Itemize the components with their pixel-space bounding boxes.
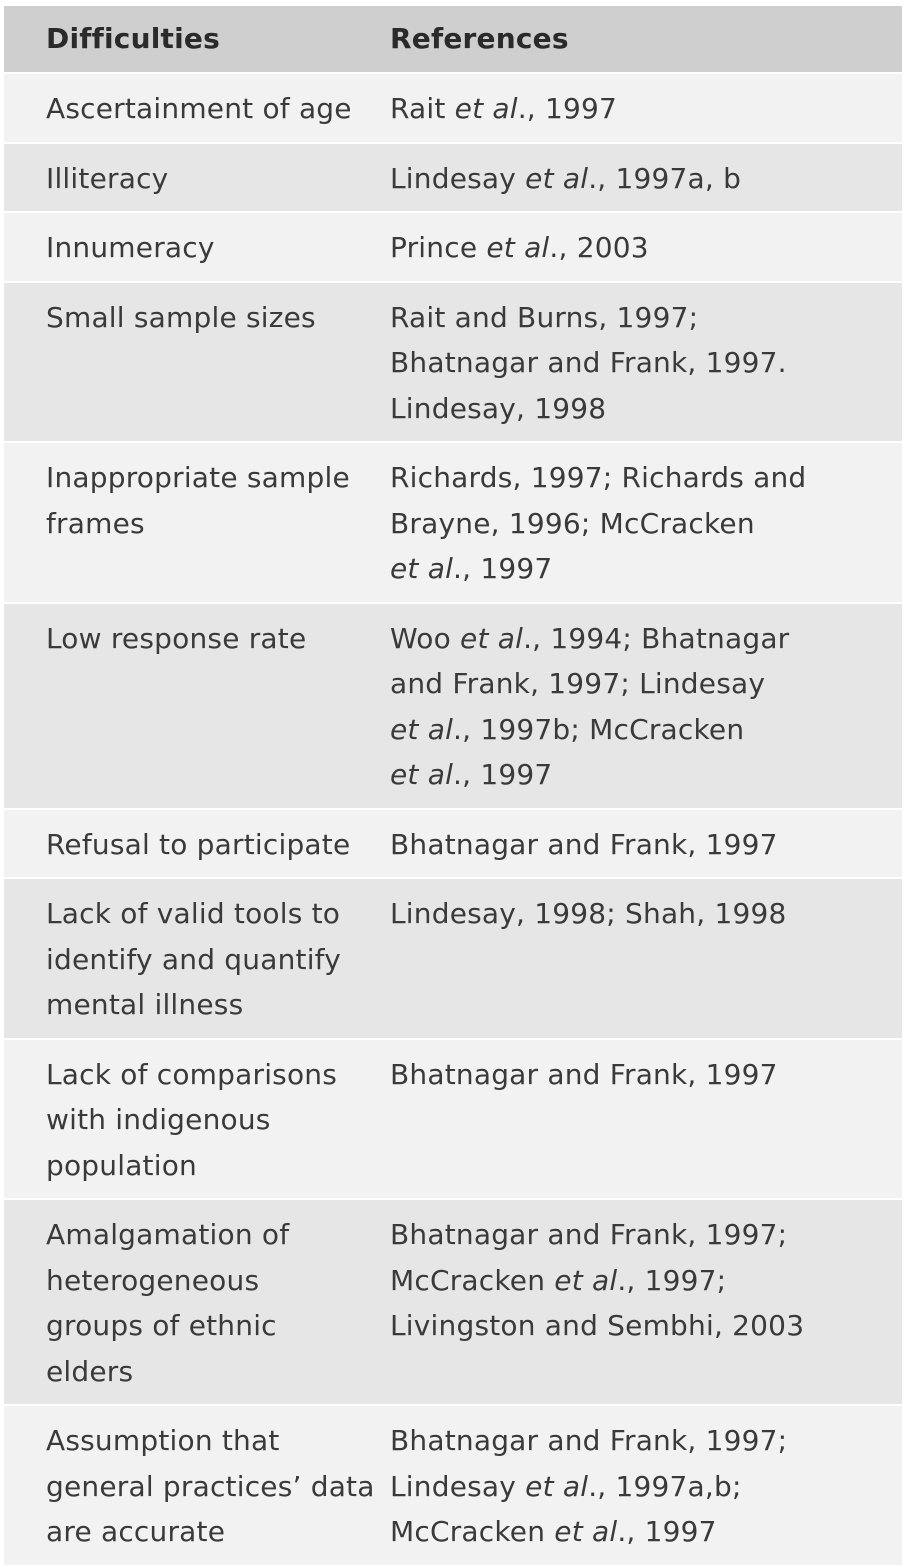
reference-line bbox=[390, 822, 894, 868]
reference-cell bbox=[388, 1200, 902, 1404]
reference-line bbox=[390, 340, 894, 386]
reference-line bbox=[390, 1212, 894, 1258]
reference-italic-segment: et al bbox=[554, 1263, 618, 1297]
reference-line bbox=[390, 1464, 894, 1510]
difficulty-line: are accurate bbox=[46, 1515, 226, 1548]
header-difficulties: Difficulties bbox=[46, 22, 220, 55]
reference-italic-segment: et al bbox=[460, 621, 524, 655]
reference-segment: ., 1997 bbox=[453, 552, 553, 585]
reference-line bbox=[390, 546, 894, 592]
reference-segment: Woo bbox=[390, 621, 461, 655]
difficulty-line: Amalgamation of bbox=[46, 1218, 290, 1251]
reference-line bbox=[390, 455, 894, 501]
reference-segment: and Frank, 1997; Lindesay bbox=[390, 667, 766, 700]
reference-cell bbox=[388, 74, 902, 142]
difficulty-cell bbox=[4, 283, 388, 442]
difficulty-cell bbox=[4, 604, 388, 808]
table-row bbox=[4, 283, 902, 444]
difficulty-line: Inappropriate sample bbox=[46, 461, 350, 494]
difficulty-cell bbox=[4, 1406, 388, 1565]
table-row bbox=[4, 1406, 902, 1567]
reference-line bbox=[390, 86, 894, 132]
difficulty-cell bbox=[4, 810, 388, 878]
reference-cell bbox=[388, 443, 902, 602]
reference-line bbox=[390, 501, 894, 547]
difficulty-line: Ascertainment of age bbox=[46, 92, 352, 125]
reference-segment: Livingston and Sembhi, 2003 bbox=[390, 1309, 805, 1342]
difficulty-line: Lack of comparisons bbox=[46, 1057, 338, 1091]
difficulty-cell bbox=[4, 443, 388, 602]
reference-cell bbox=[388, 1040, 902, 1199]
reference-segment: Bhatnagar and Frank, 1997. bbox=[390, 346, 787, 379]
reference-cell bbox=[388, 879, 902, 1038]
reference-segment: Lindesay, 1998 bbox=[390, 391, 607, 425]
reference-line bbox=[390, 752, 894, 798]
reference-line bbox=[390, 1258, 894, 1304]
reference-line bbox=[390, 891, 894, 937]
difficulty-cell bbox=[4, 144, 388, 212]
reference-segment: ., 2003 bbox=[549, 231, 649, 264]
difficulty-line: elders bbox=[46, 1354, 134, 1388]
reference-line bbox=[390, 295, 894, 341]
reference-italic-segment: et al bbox=[390, 758, 454, 791]
difficulty-line: Low response rate bbox=[46, 621, 307, 655]
difficulty-cell bbox=[4, 879, 388, 1038]
difficulty-cell bbox=[4, 74, 388, 142]
reference-cell bbox=[388, 144, 902, 212]
reference-cell bbox=[388, 810, 902, 878]
reference-segment: Rait and Burns, 1997; bbox=[390, 300, 699, 334]
reference-line bbox=[390, 707, 894, 753]
difficulty-line: population bbox=[46, 1148, 197, 1182]
difficulty-line: heterogeneous bbox=[46, 1263, 260, 1297]
reference-segment: Bhatnagar and Frank, 1997 bbox=[390, 1057, 778, 1091]
difficulty-cell bbox=[4, 1200, 388, 1404]
table-row bbox=[4, 1200, 902, 1406]
header-references: References bbox=[390, 22, 569, 55]
difficulty-line: Small sample sizes bbox=[46, 300, 316, 334]
table-row bbox=[4, 213, 902, 283]
reference-line bbox=[390, 1052, 894, 1098]
reference-line bbox=[390, 1509, 894, 1555]
reference-segment: ., 1994; Bhatnagar bbox=[523, 621, 790, 655]
table-row bbox=[4, 144, 902, 214]
reference-line bbox=[390, 156, 894, 202]
difficulty-line: groups of ethnic bbox=[46, 1309, 277, 1342]
reference-italic-segment: et al bbox=[525, 1469, 589, 1503]
reference-segment: McCracken bbox=[390, 1263, 555, 1297]
reference-segment: Bhatnagar and Frank, 1997; bbox=[390, 1424, 788, 1457]
table-row bbox=[4, 443, 902, 604]
reference-segment: ., 1997b; McCracken bbox=[453, 712, 745, 746]
reference-cell bbox=[388, 1406, 902, 1565]
reference-segment: Lindesay bbox=[390, 1469, 526, 1503]
reference-line bbox=[390, 225, 894, 271]
difficulty-line: Refusal to participate bbox=[46, 827, 351, 861]
reference-segment: Prince bbox=[390, 231, 487, 264]
difficulties-references-table bbox=[4, 6, 902, 1567]
reference-segment: Rait bbox=[390, 92, 455, 125]
table-row bbox=[4, 879, 902, 1040]
difficulty-line: Lack of valid tools to bbox=[46, 897, 341, 930]
table-row bbox=[4, 1040, 902, 1201]
reference-line bbox=[390, 616, 894, 662]
reference-line bbox=[390, 1418, 894, 1464]
reference-line bbox=[390, 661, 894, 707]
reference-segment: ., 1997 bbox=[617, 1515, 717, 1548]
reference-segment: Brayne, 1996; McCracken bbox=[390, 506, 755, 540]
reference-cell bbox=[388, 213, 902, 281]
reference-segment: ., 1997 bbox=[517, 92, 618, 125]
table-row bbox=[4, 74, 902, 144]
reference-cell bbox=[388, 604, 902, 808]
difficulty-line: Illiteracy bbox=[46, 161, 169, 195]
reference-segment: Bhatnagar and Frank, 1997; bbox=[390, 1218, 788, 1251]
difficulty-cell bbox=[4, 213, 388, 281]
table-body bbox=[4, 74, 902, 1567]
table-header-row bbox=[4, 6, 902, 74]
difficulty-line: Assumption that bbox=[46, 1424, 280, 1457]
difficulty-line: Innumeracy bbox=[46, 231, 215, 264]
difficulty-line: identify and quantify bbox=[46, 942, 342, 976]
difficulty-cell bbox=[4, 1040, 388, 1199]
table-row bbox=[4, 810, 902, 880]
reference-italic-segment: et al bbox=[554, 1515, 618, 1548]
reference-segment: McCracken bbox=[390, 1515, 555, 1548]
reference-segment: ., 1997 bbox=[453, 758, 553, 791]
reference-segment: Richards, 1997; Richards and bbox=[390, 461, 807, 494]
difficulty-line: mental illness bbox=[46, 988, 244, 1021]
difficulty-line: general practices’ data bbox=[46, 1469, 375, 1503]
table-row bbox=[4, 604, 902, 810]
reference-segment: ., 1997a,b; bbox=[588, 1469, 742, 1503]
reference-italic-segment: et al bbox=[454, 92, 518, 125]
reference-line bbox=[390, 386, 894, 432]
reference-segment: Lindesay bbox=[390, 161, 526, 195]
reference-line bbox=[390, 1303, 894, 1349]
difficulty-line: with indigenous bbox=[46, 1103, 271, 1136]
reference-italic-segment: et al bbox=[390, 712, 454, 746]
difficulty-line: frames bbox=[46, 506, 145, 540]
reference-segment: ., 1997; bbox=[617, 1263, 727, 1297]
reference-italic-segment: et al bbox=[525, 161, 589, 195]
reference-segment: Lindesay, 1998; Shah, 1998 bbox=[390, 897, 787, 930]
reference-segment: Bhatnagar and Frank, 1997 bbox=[390, 827, 778, 861]
reference-segment: ., 1997a, b bbox=[588, 161, 742, 195]
reference-italic-segment: et al bbox=[390, 552, 454, 585]
reference-italic-segment: et al bbox=[486, 231, 550, 264]
reference-cell bbox=[388, 283, 902, 442]
